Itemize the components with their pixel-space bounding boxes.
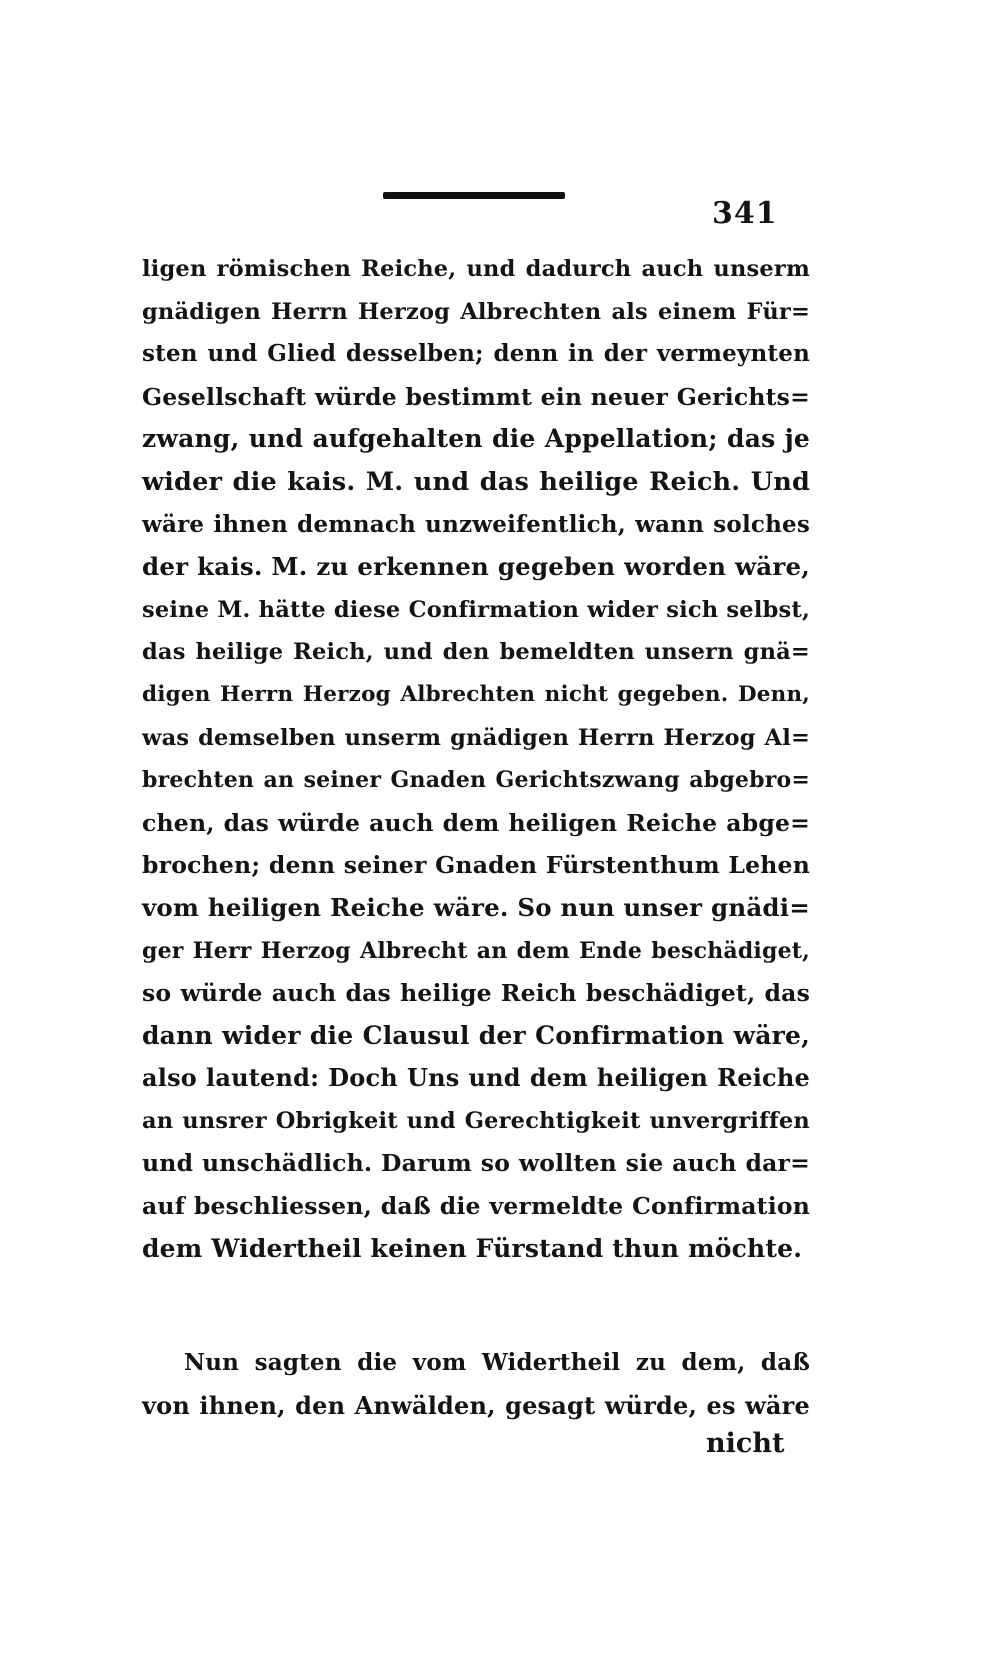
text-line: an unsrer Obrigkeit und Gerechtigkeit unvergriffen (142, 1107, 810, 1134)
text-line: dann wider die Clausul der Confirmation wäre, (142, 1020, 810, 1050)
text-line: brochen; denn seiner Gnaden Fürstenthum Lehen (142, 851, 810, 880)
text-line: das heilige Reich, und den bemeldten unsern gnä= (142, 639, 810, 666)
text-line: gnädigen Herrn Herzog Albrechten als einem Für= (142, 298, 810, 325)
header-rule (383, 192, 565, 199)
text-line: Gesellschaft würde bestimmt ein neuer Gerichts= (142, 382, 810, 411)
text-line: seine M. hätte diese Confirmation wider sich selbst, (142, 596, 810, 623)
text-line: zwang, und aufgehalten die Appellation; das je (142, 424, 810, 454)
text-line: so würde auch das heilige Reich beschädiget, das (142, 979, 810, 1008)
text-line: von ihnen, den Anwälden, gesagt würde, es wäre (142, 1390, 810, 1420)
text-line: digen Herrn Herzog Albrechten nicht gegeben. Denn, (142, 681, 810, 707)
text-line: was demselben unserm gnädigen Herrn Herzog Al= (142, 724, 810, 751)
catchword: nicht (706, 1428, 785, 1459)
paragraph-1 (142, 248, 810, 1270)
text-line: sten und Glied desselben; denn in der vermeynten (142, 340, 810, 368)
text-line: und unschädlich. Darum so wollten sie auch dar= (142, 1149, 810, 1178)
text-line: wider die kais. M. und das heilige Reich. Und (142, 466, 810, 497)
text-line: auf beschliessen, daß die vermeldte Confirmation (142, 1192, 810, 1221)
text-line: ligen römischen Reiche, und dadurch auch unserm (142, 256, 810, 282)
text-line: brechten an seiner Gnaden Gerichtszwang abgebro= (142, 767, 810, 794)
text-line: der kais. M. zu erkennen gegeben worden wäre, (142, 552, 810, 582)
text-line: Nun sagten die vom Widertheil zu dem, daß (184, 1349, 810, 1376)
paragraph-2 (142, 1342, 810, 1427)
text-line: wäre ihnen demnach unzweifentlich, wann solches (142, 510, 810, 538)
text-line: chen, das würde auch dem heiligen Reiche abge= (142, 808, 810, 837)
text-line: ger Herr Herzog Albrecht an dem Ende beschädiget, (142, 937, 810, 964)
text-line: also lautend: Doch Uns und dem heiligen Reiche (142, 1063, 810, 1093)
text-line: vom heiligen Reiche wäre. So nun unser gnädi= (142, 892, 810, 922)
page-number: 341 (712, 196, 778, 231)
text-line: dem Widertheil keinen Fürstand thun möchte. (142, 1233, 803, 1263)
